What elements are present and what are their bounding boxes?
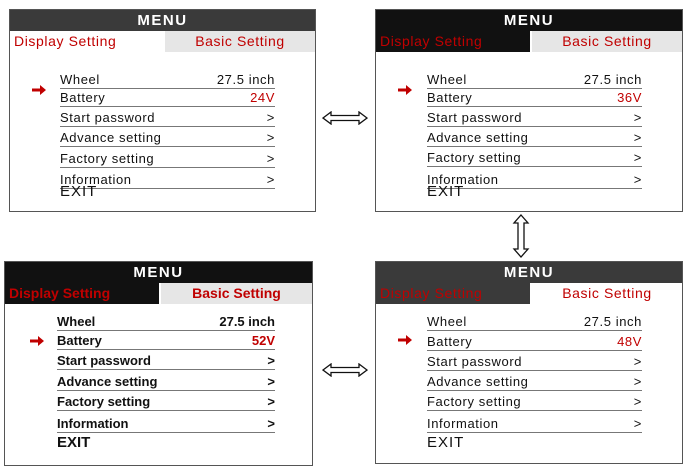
menu-item-information[interactable]	[427, 415, 642, 433]
menu-item-advance-setting[interactable]	[57, 373, 275, 391]
menu-item-label: Information	[60, 172, 132, 187]
tab-bar	[10, 31, 315, 52]
menu-item-label: Factory setting	[427, 394, 522, 409]
chevron-right-icon: >	[633, 394, 642, 409]
menu-title: MENU	[503, 264, 555, 281]
menu-item-start-password[interactable]	[57, 352, 275, 370]
chevron-right-icon: >	[633, 354, 642, 369]
chevron-right-icon: >	[267, 394, 275, 409]
chevron-right-icon: >	[633, 374, 642, 389]
menu-item-label: Battery	[57, 333, 102, 348]
menu-item-battery[interactable]	[427, 89, 642, 107]
menu-panel-52v	[4, 261, 313, 466]
menu-item-label: Information	[57, 416, 129, 431]
chevron-right-icon: >	[266, 151, 275, 166]
menu-item-factory-setting[interactable]	[427, 149, 642, 167]
right-arrow-icon	[30, 336, 44, 346]
menu-item-value: 27.5 inch	[219, 314, 275, 329]
menu-item-wheel[interactable]	[427, 313, 642, 331]
menu-item-advance-setting[interactable]	[427, 373, 642, 391]
double-headed-horizontal-arrow-icon	[322, 363, 368, 377]
menu-header	[10, 10, 315, 31]
battery-voltage-value: 36V	[617, 90, 642, 105]
menu-item-value: 27.5 inch	[583, 314, 642, 329]
menu-title: MENU	[137, 12, 188, 29]
menu-item-start-password[interactable]	[427, 353, 642, 371]
menu-panel-48v	[375, 261, 683, 464]
menu-item-factory-setting[interactable]	[57, 393, 275, 411]
chevron-right-icon: >	[633, 130, 642, 145]
menu-item-label: Advance setting	[427, 374, 529, 389]
menu-header	[376, 10, 682, 31]
menu-item-wheel[interactable]	[57, 313, 275, 331]
chevron-right-icon: >	[267, 374, 275, 389]
menu-item-label: Information	[427, 416, 499, 431]
battery-voltage-value: 24V	[250, 90, 275, 105]
chevron-right-icon: >	[633, 150, 642, 165]
menu-item-label: Factory setting	[427, 150, 522, 165]
menu-item-battery[interactable]	[57, 332, 275, 350]
battery-voltage-value: 48V	[617, 334, 642, 349]
tab-basic-setting[interactable]: Basic Setting	[532, 31, 682, 52]
tab-display-setting[interactable]: Display Setting	[5, 283, 159, 304]
menu-item-label: Wheel	[427, 314, 467, 329]
battery-voltage-value: 52V	[251, 333, 275, 348]
menu-item-label: Advance setting	[60, 130, 162, 145]
chevron-right-icon: >	[267, 353, 275, 368]
menu-item-label: Advance setting	[57, 374, 158, 389]
menu-panel-36v	[375, 9, 683, 212]
menu-header	[5, 262, 312, 283]
menu-item-value: 27.5 inch	[583, 72, 642, 87]
menu-item-label: Start password	[427, 354, 523, 369]
menu-header	[376, 262, 682, 283]
tab-basic-setting[interactable]: Basic Setting	[532, 283, 682, 304]
exit-button[interactable]: EXIT	[427, 183, 465, 200]
menu-item-label: Battery	[60, 90, 106, 105]
menu-item-label: Advance setting	[427, 130, 529, 145]
menu-item-label: Factory setting	[60, 151, 155, 166]
right-arrow-icon	[32, 85, 46, 95]
menu-item-label: Battery	[427, 90, 473, 105]
menu-item-wheel[interactable]	[427, 71, 642, 89]
tab-bar	[5, 283, 312, 304]
right-arrow-icon	[398, 335, 412, 345]
menu-item-label: Start password	[427, 110, 523, 125]
menu-item-factory-setting[interactable]	[60, 150, 275, 168]
chevron-right-icon: >	[266, 130, 275, 145]
chevron-right-icon: >	[633, 416, 642, 431]
menu-item-label: Start password	[60, 110, 156, 125]
tab-bar	[376, 283, 682, 304]
menu-item-label: Battery	[427, 334, 473, 349]
menu-item-information[interactable]	[57, 415, 275, 433]
chevron-right-icon: >	[633, 172, 642, 187]
menu-item-start-password[interactable]	[427, 109, 642, 127]
tab-display-setting[interactable]: Display Setting	[376, 31, 530, 52]
tab-basic-setting[interactable]: Basic Setting	[165, 31, 315, 52]
exit-button[interactable]: EXIT	[60, 183, 98, 200]
chevron-right-icon: >	[266, 172, 275, 187]
tab-display-setting[interactable]: Display Setting	[10, 31, 164, 52]
tab-bar	[376, 31, 682, 52]
exit-button[interactable]: EXIT	[57, 434, 91, 451]
chevron-right-icon: >	[266, 110, 275, 125]
menu-item-label: Factory setting	[57, 394, 151, 409]
tab-display-setting[interactable]: Display Setting	[376, 283, 530, 304]
exit-button[interactable]: EXIT	[427, 434, 465, 451]
menu-item-battery[interactable]	[427, 333, 642, 351]
double-headed-vertical-arrow-icon	[512, 214, 530, 258]
tab-basic-setting[interactable]: Basic Setting	[161, 283, 312, 304]
chevron-right-icon: >	[633, 110, 642, 125]
menu-item-label: Information	[427, 172, 499, 187]
menu-title: MENU	[133, 264, 184, 281]
menu-panel-24v	[9, 9, 316, 212]
right-arrow-icon	[398, 85, 412, 95]
menu-item-start-password[interactable]	[60, 109, 275, 127]
menu-item-label: Wheel	[57, 314, 96, 329]
menu-item-advance-setting[interactable]	[60, 129, 275, 147]
menu-item-label: Start password	[57, 353, 151, 368]
menu-item-label: Wheel	[60, 72, 100, 87]
menu-item-wheel[interactable]	[60, 71, 275, 89]
menu-item-label: Wheel	[427, 72, 467, 87]
menu-title: MENU	[503, 12, 555, 29]
menu-item-advance-setting[interactable]	[427, 129, 642, 147]
double-headed-horizontal-arrow-icon	[322, 111, 368, 125]
menu-item-factory-setting[interactable]	[427, 393, 642, 411]
menu-item-battery[interactable]	[60, 89, 275, 107]
chevron-right-icon: >	[267, 416, 275, 431]
menu-item-value: 27.5 inch	[216, 72, 275, 87]
